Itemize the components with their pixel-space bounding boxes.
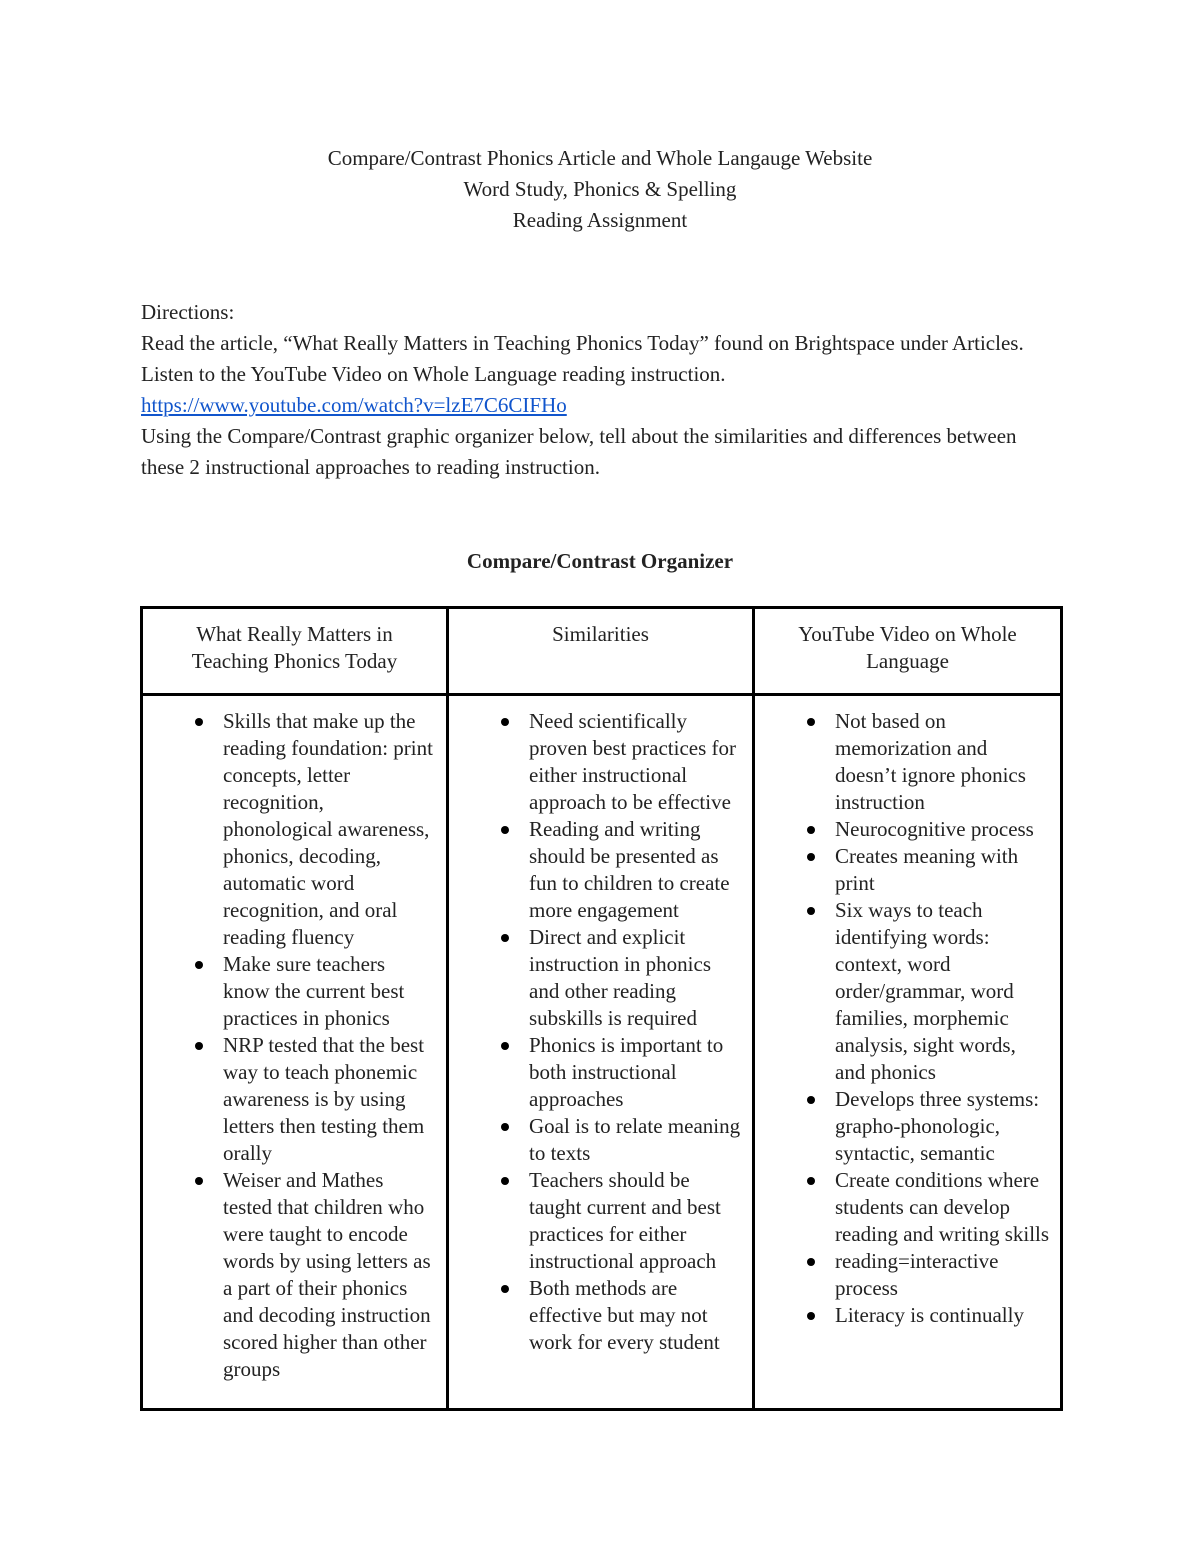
directions-article-text: Read the article, “What Really Matters in Teaching Phonics Today” found on Brightspace under Articles. [141,331,1024,355]
compare-contrast-table [140,606,1063,1411]
whole-language-cell [754,695,1062,1410]
list-item: Reading and writing should be presented as fun to children to create more engagement [529,816,742,924]
list-item: NRP tested that the best way to teach phonemic awareness is by using letters then testing them orally [223,1032,436,1167]
list-item: Not based on memorization and doesn’t ignore phonics instruction [835,708,1050,816]
list-item: Goal is to relate meaning to texts [529,1114,741,1165]
assignment-name: Reading Assignment [512,208,688,232]
document-title: Compare/Contrast Phonics Article and Whole Langauge Website [327,146,873,170]
list-item: Make sure teachers know the current best practices in phonics [223,951,436,1032]
list-item: Direct and explicit instruction in phonics and other reading subskills is required [529,924,742,1032]
list-item: Skills that make up the reading foundation: print concepts, letter recognition, phonological awareness, phonics, decoding, automatic word recognition, and oral reading fluency [223,708,436,951]
column-header-similarities: Similarities [448,608,754,695]
table-header-row [142,608,1062,695]
similarities-list [459,708,742,1356]
list-item: Create conditions where students can develop reading and writing skills [835,1168,1050,1246]
list-item: Need scientifically proven best practices for either instructional approach to be effective [529,708,742,816]
list-item: reading=interactive process [835,1248,1050,1302]
column-header-whole-language: YouTube Video on Whole Language [754,608,1062,695]
list-item: Neurocognitive process [835,816,1050,843]
list-item: Both methods are effective but may not work for every student [529,1275,742,1356]
directions-video-text: Listen to the YouTube Video on Whole Language reading instruction. [141,362,726,386]
phonics-cell [142,695,448,1410]
list-item: Creates meaning with print [835,843,1050,897]
table-body-row [142,695,1062,1410]
column-header-phonics: What Really Matters in Teaching Phonics Today [142,608,448,695]
course-name: Word Study, Phonics & Spelling [463,177,737,201]
directions-section [141,297,1061,483]
list-item: Six ways to teach identifying words: context, word order/grammar, word families, morphemic analysis, sight words, and phonics [835,897,1050,1086]
youtube-link[interactable]: https://www.youtube.com/watch?v=lzE7C6CIFHo [141,393,567,417]
list-item: Teachers should be taught current and best practices for either instructional approach [529,1167,742,1275]
directions-label: Directions: [141,300,235,324]
list-item: Phonics is important to both instructional approaches [529,1032,742,1113]
list-item: Develops three systems: grapho-phonologic, syntactic, semantic [835,1086,1050,1167]
organizer-title: Compare/Contrast Organizer [466,549,734,573]
directions-organizer-text: Using the Compare/Contrast graphic organizer below, tell about the similarities and differences between these 2 instructional approaches to reading instruction. [141,424,1017,479]
similarities-cell [448,695,754,1410]
phonics-list [153,708,436,1383]
list-item: Weiser and Mathes tested that children who were taught to encode words by using letters as a part of their phonics and decoding instruction scored higher than other groups [223,1167,436,1383]
whole-language-list [765,708,1050,1329]
document-header [0,143,1200,236]
list-item: Literacy is continually [835,1302,1050,1329]
